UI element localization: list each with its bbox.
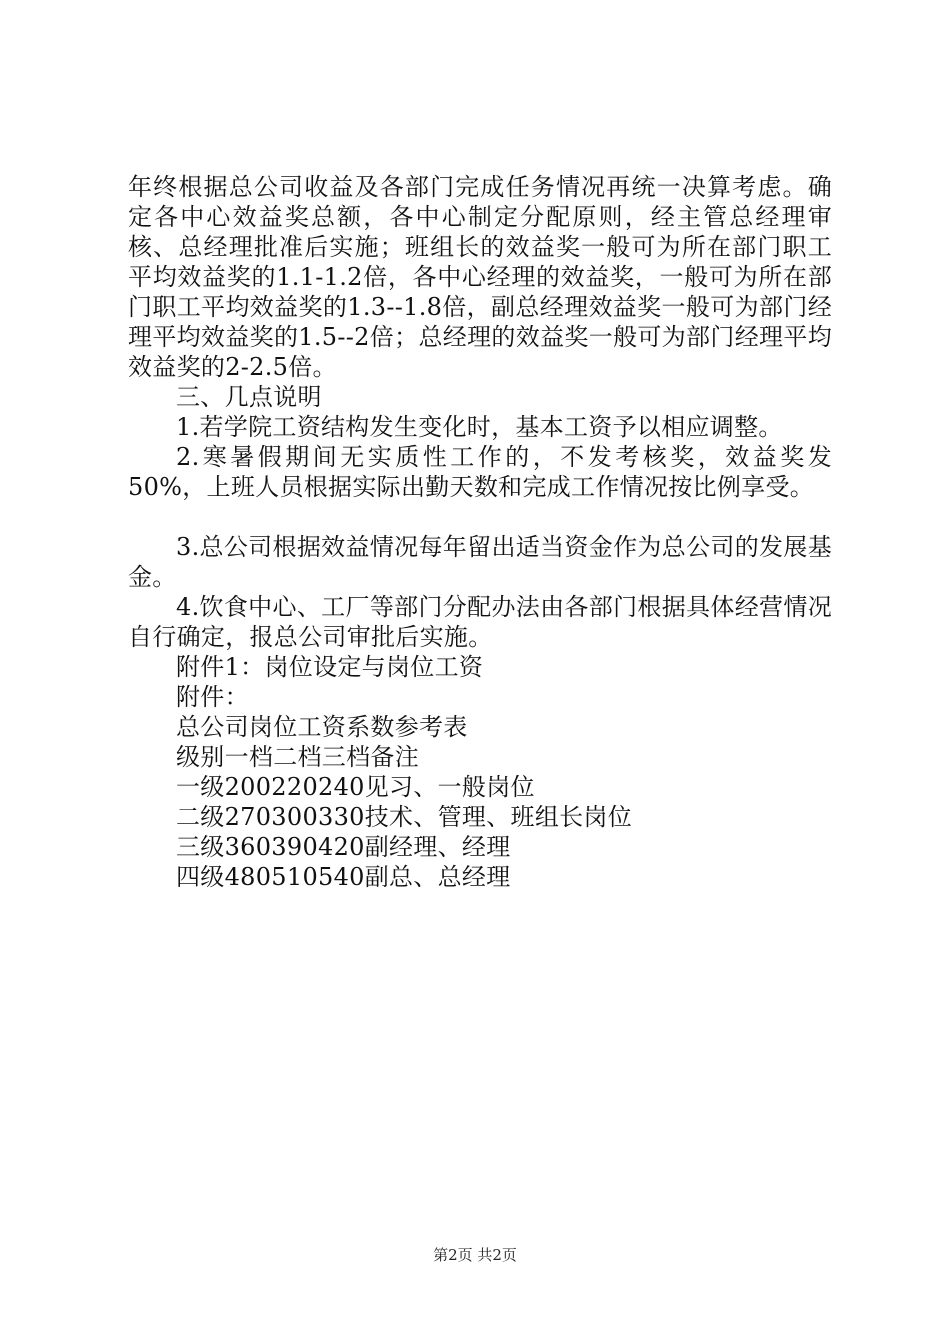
note-item-2: 2.寒暑假期间无实质性工作的，不发考核奖，效益奖发50%，上班人员根据实际出勤天数和完成工作情况按比例享受。	[128, 443, 832, 501]
note-item-3: 3.总公司根据效益情况每年留出适当资金作为总公司的发展基金。	[128, 533, 832, 591]
table-row-level-2: 二级270300330技术、管理、班组长岗位	[176, 803, 633, 831]
table-row-level-1: 一级200220240见习、一般岗位	[176, 773, 535, 801]
attachment-label: 附件：	[176, 683, 249, 711]
note-item-1: 1.若学院工资结构发生变化时，基本工资予以相应调整。	[176, 413, 783, 441]
page-number-footer: 第2页 共2页	[433, 1246, 517, 1264]
table-row-level-3: 三级360390420副经理、经理	[176, 833, 511, 861]
blank-line	[128, 502, 832, 532]
paragraph-bonus-rules: 年终根据总公司收益及各部门完成任务情况再统一决算考虑。确定各中心效益奖总额，各中心制定分配原则，经主管总经理审核、总经理批准后实施；班组长的效益奖一般可为所在部门职工平均效益奖的1.1-1.2倍，各中心经理的效益奖，一般可为所在部门职工平均效益奖的1.3--1.8倍，副总经理效益奖一般可为部门经理平均效益奖的1.5--2倍；总经理的效益奖一般可为部门经理平均效益奖的2-2.5倍。	[128, 173, 832, 381]
note-item-4: 4.饮食中心、工厂等部门分配办法由各部门根据具体经营情况自行确定，报总公司审批后实施。	[128, 593, 832, 651]
table-title: 总公司岗位工资系数参考表	[176, 713, 468, 741]
table-row-level-4: 四级480510540副总、总经理	[176, 863, 511, 891]
document-body	[128, 172, 832, 892]
attachment-1-title: 附件1：岗位设定与岗位工资	[176, 653, 484, 681]
section-heading-notes: 三、几点说明	[176, 383, 322, 411]
table-header-row: 级别一档二档三档备注	[176, 743, 419, 771]
